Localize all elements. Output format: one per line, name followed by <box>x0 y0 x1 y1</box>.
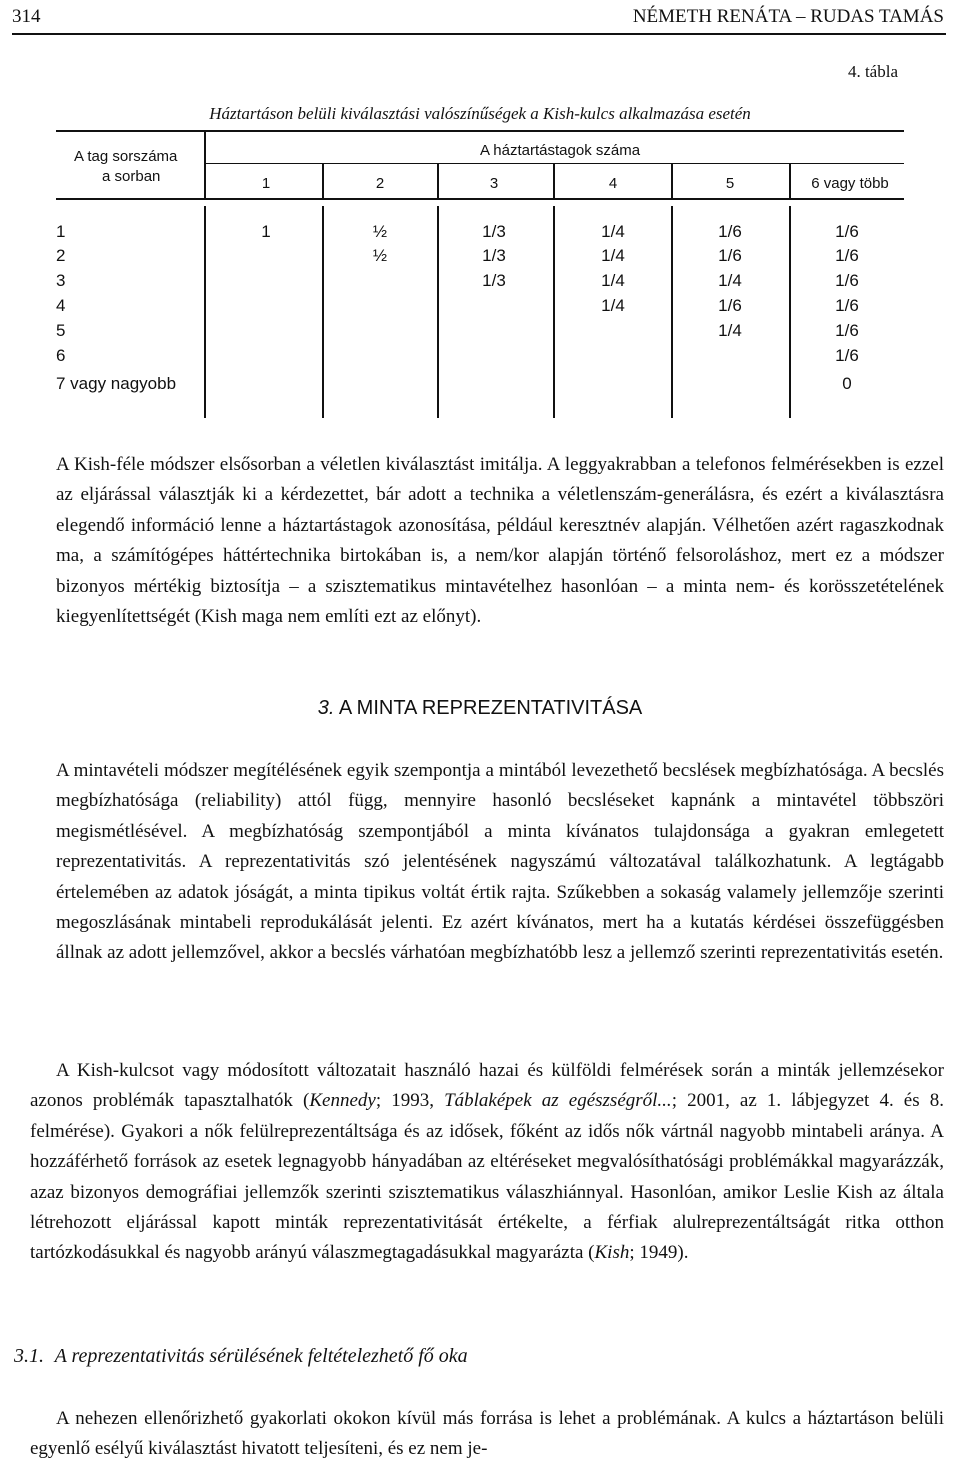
col-divider-body-3 <box>553 206 555 418</box>
cell-r4-c5: 1/6 <box>718 296 742 315</box>
subsection-heading <box>14 1345 468 1368</box>
cell-r5-c5: 1/4 <box>718 321 742 340</box>
col-divider-3 <box>553 164 555 198</box>
cell-r5-c6: 1/6 <box>835 321 859 340</box>
column-group-header: A háztartástagok száma <box>479 142 641 159</box>
cell-r3-c4: 1/4 <box>601 271 625 290</box>
col-divider-body-5 <box>789 206 791 418</box>
cell-r3-c6: 1/6 <box>835 271 859 290</box>
column-header-1: 1 <box>261 175 271 192</box>
subsection-title: A reprezentativitás sérülésének feltételezhető fő oka <box>54 1345 468 1367</box>
citation-kennedy: Kennedy <box>309 1090 376 1112</box>
col-divider-4 <box>671 164 673 198</box>
header-rule <box>12 33 946 35</box>
col-divider-2 <box>437 164 439 198</box>
cell-r6-c6: 1/6 <box>835 346 859 365</box>
row-label-2: 2 <box>56 246 66 265</box>
section-number: 3. <box>317 697 335 719</box>
col-divider-body-4 <box>671 206 673 418</box>
table-top-rule <box>56 130 904 132</box>
row-label-3: 3 <box>56 271 66 290</box>
cell-r2-c5: 1/6 <box>718 246 742 265</box>
stub-divider-body <box>204 206 206 418</box>
cell-r2-c6: 1/6 <box>835 246 859 265</box>
col-divider-body-1 <box>322 206 324 418</box>
cell-r4-c6: 1/6 <box>835 296 859 315</box>
cell-r1-c3: 1/3 <box>482 222 506 241</box>
paragraph-2: A mintavételi módszer megítélésének egyik szempontja a mintából levezethető becslések megbízhatósága. A becslés megbízhatósága (reliability) attól függ, mennyire hasonló becsléseket kapnánk a mintavétel többszöri megismétlésével. A megbízhatóság szempontjából a minta kívánatos tulajdonsága a gyakran emlegetett reprezentativitás. A reprezentativitás szó jelentésének nagyszámú változatával találkozhatunk. A legtágabb értelemében az adatok jóságát, a minta tipikus voltát értik rajta. Szűkebben a sokaság valamely jellemzője szerinti megoszlásának mintabeli reprodukálását jelenti. Ez azért kívánatos, mert ha a kutatás kérdései összefüggésben állnak az adott jellemzővel, akkor a becslés várhatóan megbízhatóbb lesz a jellemző szerinti reprezentativitás esetén. <box>56 760 944 964</box>
column-header-5: 5 <box>725 175 735 192</box>
cell-r1-c1: 1 <box>261 222 271 241</box>
stub-header-line2: a sorban <box>102 168 161 185</box>
citation-kish: Kish <box>594 1242 630 1264</box>
paragraph-4: A nehezen ellenőrizhető gyakorlati okokon kívül más forrása is lehet a problémának. A kulcs a háztartáson belüli egyenlő esélyű kiválasztást hivatott teljesíteni, és ez nem je- <box>30 1408 944 1460</box>
cell-r3-c3: 1/3 <box>482 271 506 290</box>
cell-r1-c4: 1/4 <box>601 222 625 241</box>
stub-divider <box>204 132 206 198</box>
column-header-3: 3 <box>489 175 499 192</box>
row-label-1: 1 <box>56 222 66 241</box>
paragraph-3 <box>30 1056 944 1269</box>
column-header-4: 4 <box>608 175 618 192</box>
row-label-5: 5 <box>56 321 66 340</box>
table-label: 4. tábla <box>847 62 898 81</box>
stub-header-line1: A tag sorszáma <box>74 148 178 165</box>
row-label-6: 6 <box>56 346 66 365</box>
row-label-7: 7 vagy nagyobb <box>56 374 177 393</box>
cell-r2-c4: 1/4 <box>601 246 625 265</box>
table-title: Háztartáson belüli kiválasztási valószínűségek a Kish-kulcs alkalmazása esetén <box>209 104 751 123</box>
cell-r2-c2: ½ <box>372 246 388 265</box>
cell-r1-c2: ½ <box>372 222 388 241</box>
paragraph-3-text-d: ; 1949). <box>629 1242 689 1264</box>
page-number: 314 <box>12 6 41 27</box>
column-header-6: 6 vagy több <box>811 175 889 192</box>
col-divider-body-2 <box>437 206 439 418</box>
section-title: A MINTA REPREZENTATIVITÁSA <box>338 697 643 719</box>
cell-r7-c6: 0 <box>842 374 852 393</box>
col-divider-5 <box>789 164 791 198</box>
running-title: NÉMETH RENÁTA – RUDAS TAMÁS <box>632 6 944 27</box>
cell-r4-c4: 1/4 <box>601 296 625 315</box>
cell-r1-c6: 1/6 <box>835 222 859 241</box>
paragraph-1: A Kish-féle módszer elsősorban a véletlen kiválasztást imitálja. A leggyakrabban a telefonos felmérésekben is ezzel az eljárással választják ki a kérdezettet, bár adott a technika a véletlenszám-generálásra, és ezért a kiválasztásra elegendő információ lenne a háztartástagok azonosítása, például keresztnév alapján. Vélhetően azért ragaszkodnak ma, a számítógépes háttértechnika birtokában is, a nem/kor alapján történő felsoroláshoz, mert ez a módszer bizonyos mértékig biztosítja – a szisztematikus mintavételhez hasonlóan – a minta nem- és korösszetételének kiegyenlítettségét (Kish maga nem említi ezt az előnyt). <box>56 454 944 628</box>
subsection-number: 3.1. <box>14 1345 44 1367</box>
running-header <box>12 6 944 32</box>
cell-r1-c5: 1/6 <box>718 222 742 241</box>
paragraph-3-text-a: A Kish-kulcsot vagy módosított változatait használó hazai és külföldi felmérések során a minták jellemzésekor azonos problémák tapasztalhatók ( <box>30 1060 944 1112</box>
col-divider-1 <box>322 164 324 198</box>
paragraph-3-text-b: ; 1993, <box>375 1090 445 1112</box>
row-label-4: 4 <box>56 296 66 315</box>
cell-r3-c5: 1/4 <box>718 271 742 290</box>
cell-r2-c3: 1/3 <box>482 246 506 265</box>
paragraph-3-text-c: ; 2001, az 1. lábjegyzet 4. és 8. felmérése). Gyakori a nők felülreprezentáltsága és az idősek, főként az idős nők vártnál nagyobb mintabeli aránya. A hozzáférhető források az esetek legnagyobb hányadában az eltéréseket megvalósíthatósági problémákkal magyarázzák, azaz bizonyos demográfiai jellemzők szerinti szisztematikus válaszhiánnyal. Hasonlóan, amikor Leslie Kish az általa létrehozott eljárással kapott minták reprezentativitását értékelte, a férfiak alulreprezentáltságát ritka otthon tartózkodásukkal és nagyobb arányú válaszmegtagadásukkal magyarázta ( <box>30 1090 944 1264</box>
section-heading <box>0 697 960 720</box>
table-header-bottom-rule <box>56 198 904 200</box>
citation-tablakepek: Táblaképek az egészségről... <box>444 1090 672 1112</box>
column-header-2: 2 <box>375 175 385 192</box>
